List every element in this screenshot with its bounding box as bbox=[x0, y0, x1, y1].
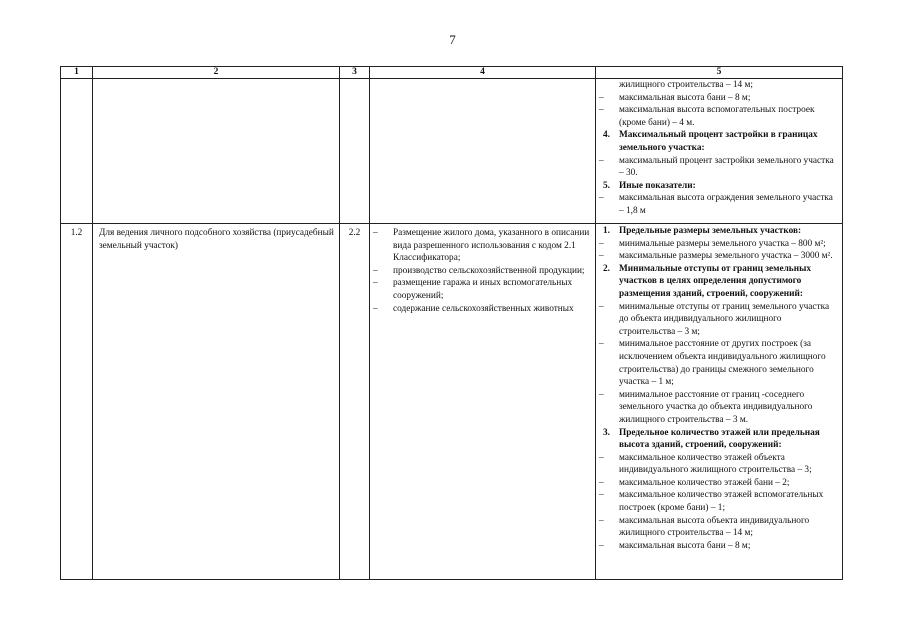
bullet-item: – максимальная высота бани – 8 м; bbox=[599, 92, 839, 105]
bullet-list bbox=[599, 301, 839, 339]
bullet-list bbox=[599, 489, 839, 514]
bullet-list bbox=[599, 92, 839, 105]
bullet-item: – максимальное количество этажей вспомогательных построек (кроме бани) – 1; bbox=[599, 489, 839, 514]
params-list-continued bbox=[599, 92, 839, 218]
section-heading bbox=[599, 225, 839, 238]
header-col-5: 5 bbox=[596, 67, 843, 79]
table-row-continued bbox=[61, 79, 843, 224]
land-use-name: Для ведения личного подсобного хозяйства (приусадебный земельный участок) bbox=[93, 224, 340, 580]
bullet-list bbox=[599, 477, 839, 490]
section-heading bbox=[599, 180, 839, 193]
header-col-3: 3 bbox=[340, 67, 370, 79]
continued-text: жилищного строительства – 14 м; bbox=[619, 80, 753, 90]
table-header-row bbox=[61, 67, 843, 79]
page-number: 7 bbox=[449, 32, 456, 47]
bullet-item: – максимальная высота бани – 8 м; bbox=[599, 540, 839, 553]
bullet-list bbox=[599, 250, 839, 263]
section-title: Максимальный процент застройки в границах земельного участка: bbox=[619, 130, 818, 153]
bullet-item: – максимальное количество этажей объекта индивидуального жилищного строительства – 3; bbox=[599, 452, 839, 477]
bullet-item: – максимальная высота ограждения земельного участка – 1,8 м bbox=[599, 192, 839, 217]
use-item: – производство сельскохозяйственной продукции; bbox=[373, 265, 592, 278]
regulations-table bbox=[60, 66, 843, 580]
section-number: 4. bbox=[603, 130, 610, 141]
section-number: 1. bbox=[603, 226, 610, 236]
section-title: Минимальные отступы от границ земельных участков в целях определения допустимого размещения зданий, строений, сооружений: bbox=[619, 263, 811, 299]
section-number: 3. bbox=[603, 427, 610, 438]
header-col-1: 1 bbox=[61, 67, 93, 79]
section-heading bbox=[599, 129, 839, 154]
bullet-item: – минимальные отступы от границ земельного участка до объекта индивидуального жилищного строительства – 3 м; bbox=[599, 301, 839, 339]
section-number: 2. bbox=[603, 263, 610, 274]
bullet-list bbox=[599, 515, 839, 540]
use-item: – размещение гаража и иных вспомогательных сооружений; bbox=[373, 277, 592, 302]
cell-empty bbox=[93, 79, 340, 224]
bullet-list bbox=[599, 338, 839, 388]
section-number: 5. bbox=[603, 180, 610, 191]
use-item: – Размещение жилого дома, указанного в описании вида разрешенного использования с кодом 2.1 Классификатора; bbox=[373, 227, 592, 265]
section-title: Предельное количество этажей или предельная высота зданий, строений, сооружений: bbox=[619, 427, 820, 451]
params-list bbox=[599, 225, 839, 552]
section-heading bbox=[599, 263, 839, 301]
header-col-4: 4 bbox=[370, 67, 596, 79]
row-number: 1.2 bbox=[61, 224, 93, 580]
uses-cell bbox=[370, 224, 596, 580]
bullet-item: – максимальные размеры земельного участка – 3000 м². bbox=[599, 250, 839, 263]
bullet-item: – максимальная высота вспомогательных построек (кроме бани) – 4 м. bbox=[599, 104, 839, 129]
bullet-list bbox=[599, 540, 839, 553]
bullet-item: – минимальные размеры земельного участка – 800 м²; bbox=[599, 238, 839, 251]
cell-empty bbox=[61, 79, 93, 224]
bullet-item: – минимальное расстояние от границ -соседнего земельного участка до объекта индивидуального жилищного строительства – 3 м. bbox=[599, 389, 839, 427]
use-item: – содержание сельскохозяйственных животных bbox=[373, 303, 592, 316]
bullet-list bbox=[599, 155, 839, 180]
params-cell bbox=[596, 224, 843, 580]
section-title: Предельные размеры земельных участков: bbox=[619, 226, 802, 236]
params-cell-continued bbox=[596, 79, 843, 224]
bullet-item: – максимальная высота объекта индивидуального жилищного строительства – 14 м; bbox=[599, 515, 839, 540]
bullet-list bbox=[599, 238, 839, 251]
cell-empty bbox=[340, 79, 370, 224]
bullet-list bbox=[599, 192, 839, 217]
bullet-item: – максимальное количество этажей бани – 2; bbox=[599, 477, 839, 490]
classifier-code: 2.2 bbox=[340, 224, 370, 580]
bullet-list bbox=[599, 104, 839, 129]
uses-list bbox=[373, 227, 592, 315]
section-title: Иные показатели: bbox=[619, 180, 696, 191]
cell-empty bbox=[370, 79, 596, 224]
section-heading bbox=[599, 427, 839, 452]
table-row bbox=[61, 224, 843, 580]
bullet-list bbox=[599, 452, 839, 477]
header-col-2: 2 bbox=[93, 67, 340, 79]
bullet-list bbox=[599, 389, 839, 427]
bullet-item: – минимальное расстояние от других построек (за исключением объекта индивидуального жилищного строительства) до границы смежного земельного участка – 1 м; bbox=[599, 338, 839, 388]
bullet-item: – максимальный процент застройки земельного участка – 30. bbox=[599, 155, 839, 180]
